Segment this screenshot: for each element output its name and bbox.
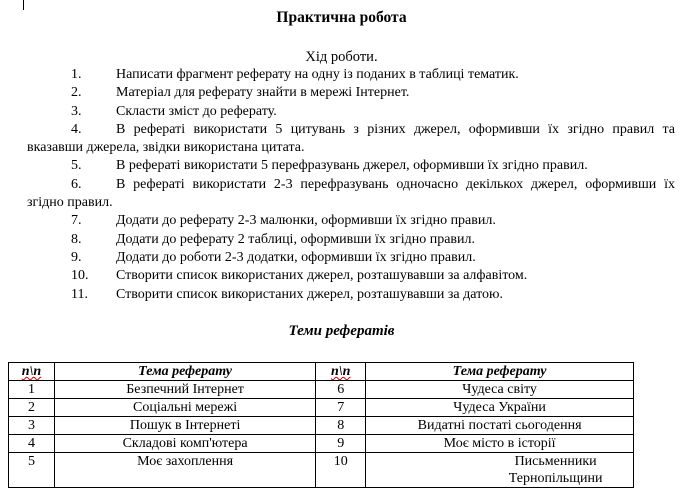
step-number: 1. xyxy=(71,67,82,82)
table-cell: Чудеса світу xyxy=(366,381,634,399)
table-cell: Складові комп'ютера xyxy=(54,435,315,453)
table-cell: 7 xyxy=(316,399,366,417)
table-cell: 1 xyxy=(9,381,55,399)
step-text: Скласти зміст до реферату. xyxy=(116,103,277,119)
table-row xyxy=(9,435,634,453)
table-cell: 2 xyxy=(9,399,55,417)
table-cell: Видатні постаті сьогодення xyxy=(366,417,634,435)
list-item xyxy=(27,286,675,304)
table-row xyxy=(9,381,634,399)
column-header-number: п\п xyxy=(316,363,366,381)
document-title: Практична робота xyxy=(276,9,407,26)
step-text: Матеріал для реферату знайти в мережі Інтернет. xyxy=(116,85,410,101)
topics-table xyxy=(8,362,634,488)
list-item xyxy=(27,267,675,285)
table-cell: 3 xyxy=(9,417,55,435)
list-item xyxy=(27,231,675,249)
table-cell: Моє місто в історії xyxy=(366,435,634,453)
table-header-row xyxy=(9,363,634,381)
column-header-topic: Тема реферату xyxy=(54,363,315,381)
step-number: 11. xyxy=(71,286,88,302)
table-cell: 8 xyxy=(316,417,366,435)
column-header-number: п\п xyxy=(9,363,55,381)
step-number: 3. xyxy=(71,103,82,119)
table-row xyxy=(9,399,634,417)
list-item xyxy=(27,249,675,267)
table-cell: Безпечний Інтернет xyxy=(54,381,315,399)
list-item xyxy=(27,157,675,175)
step-text: Додати до реферату 2 таблиці, оформивши їх згідно правил. xyxy=(116,231,476,247)
step-text: Створити список використаних джерел, розташувавши за датою. xyxy=(116,286,503,302)
step-number: 10. xyxy=(71,268,89,284)
step-number: 2. xyxy=(71,85,82,101)
list-item xyxy=(27,66,675,84)
list-item xyxy=(27,121,675,158)
table-cell: 4 xyxy=(9,435,55,453)
step-number: 8. xyxy=(71,231,82,247)
step-text: В рефераті використати 5 цитувань з різних джерел, оформивши їх згідно правил та вказавши джерела, звідки використана цитата. xyxy=(27,121,675,156)
table-cell: Моє захоплення xyxy=(54,453,315,488)
work-progress-heading: Хід роботи. xyxy=(305,49,378,65)
step-number: 6. xyxy=(71,176,82,192)
step-text: Написати фрагмент реферату на одну із поданих в таблиці тематик. xyxy=(116,67,519,82)
table-cell: Пошук в Інтернеті xyxy=(54,417,315,435)
list-item xyxy=(27,212,675,230)
step-number: 5. xyxy=(71,158,82,174)
step-text: Додати до роботи 2-3 додатки, оформивши їх згідно правил. xyxy=(116,249,476,265)
list-item xyxy=(27,103,675,121)
step-number: 7. xyxy=(71,213,82,229)
table-cell: 6 xyxy=(316,381,366,399)
step-text: Створити список використаних джерел, розташувавши за алфавітом. xyxy=(116,268,528,284)
list-item xyxy=(27,84,675,102)
table-cell: Чудеса України xyxy=(366,399,634,417)
step-text: Додати до реферату 2-3 малюнки, оформивши їх згідно правил. xyxy=(116,213,496,229)
table-cell: Соціальні мережі xyxy=(54,399,315,417)
table-cell: 5 xyxy=(9,453,55,488)
step-number: 9. xyxy=(71,249,82,265)
table-cell: 9 xyxy=(316,435,366,453)
step-text: В рефераті використати 2-3 перефразувань одночасно декількох джерел, оформивши їх згідно правил. xyxy=(27,176,675,211)
step-number: 4. xyxy=(71,121,82,137)
topics-heading: Теми рефератів xyxy=(288,323,395,339)
steps-list xyxy=(27,66,675,304)
table-row xyxy=(9,417,634,435)
table-row xyxy=(9,453,634,488)
column-header-topic: Тема реферату xyxy=(366,363,634,381)
table-cell: 10 xyxy=(316,453,366,488)
list-item xyxy=(27,176,675,213)
step-text: В рефераті використати 5 перефразувань джерел, оформивши їх згідно правил. xyxy=(116,158,588,174)
table-cell: Письменники Тернопільщини xyxy=(366,453,634,488)
